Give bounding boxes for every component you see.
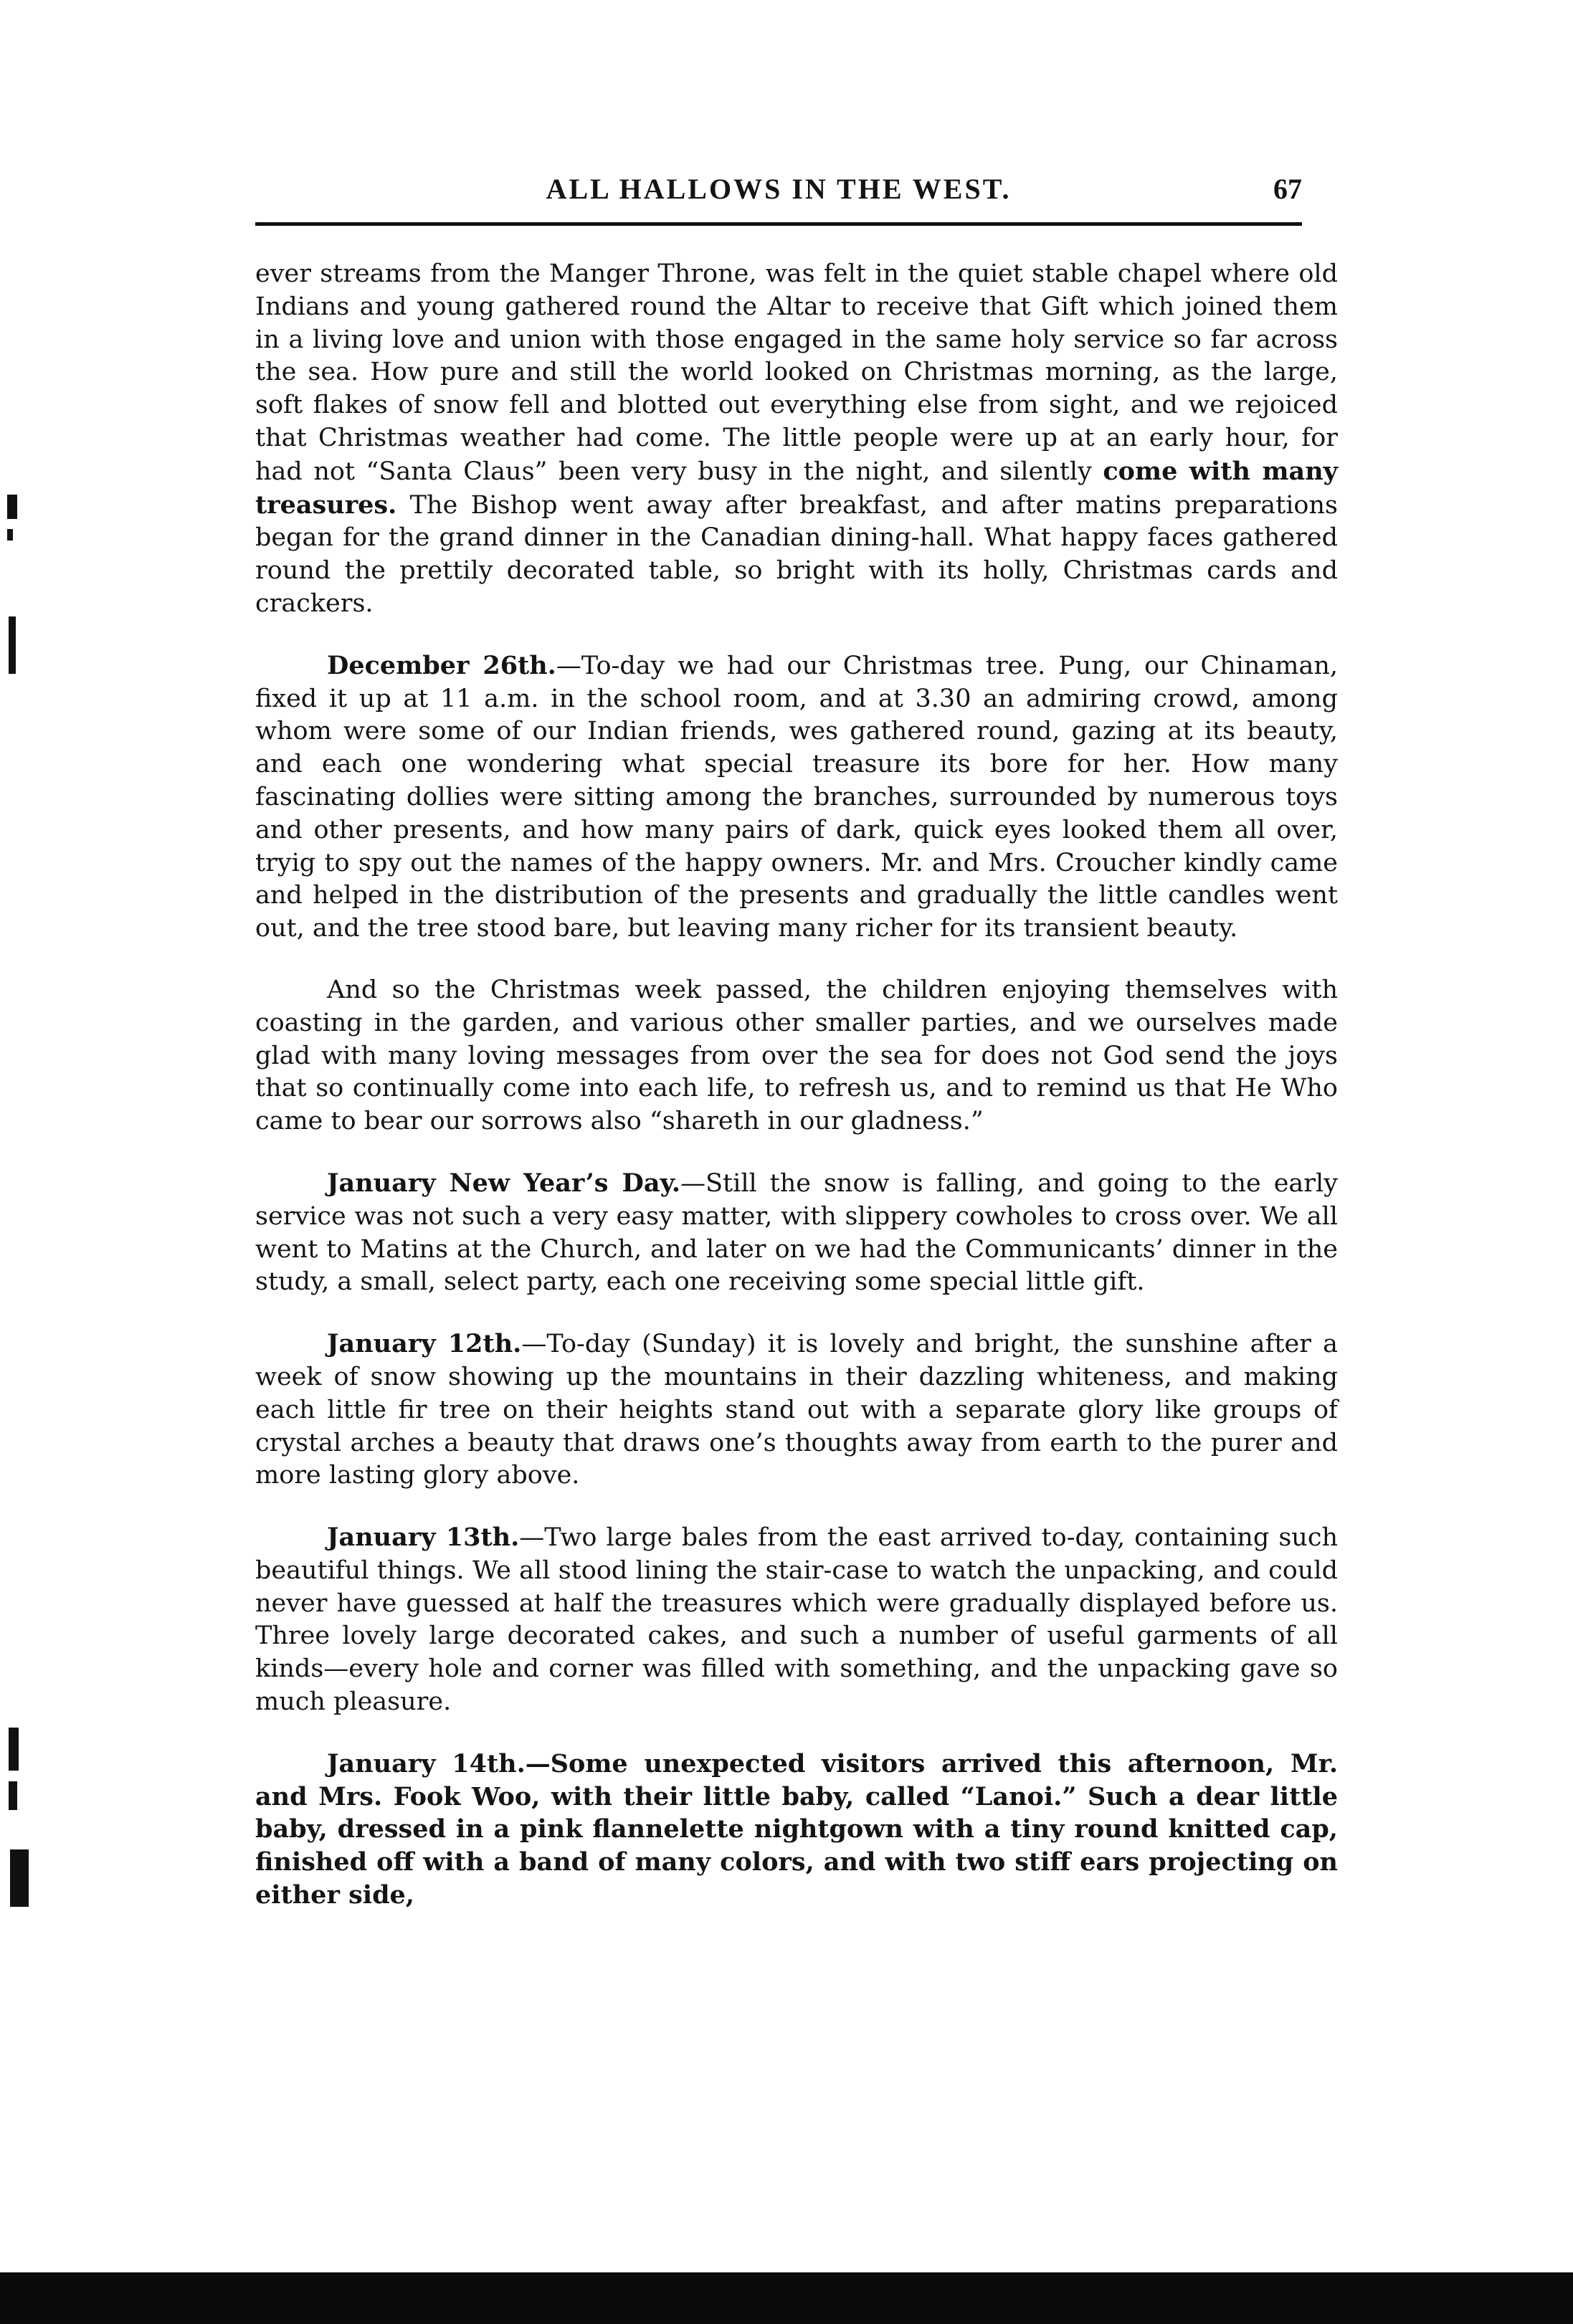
date-heading: January New Year’s Day. — [327, 1168, 681, 1198]
paragraph-new-years-day — [255, 1167, 1338, 1299]
paragraph-text: —Two large bales from the east arrived to-day, containing such beautiful things. We all stood lining the stair-case to watch the unpacking, and could never have guessed at half the treasures which were gradually displayed before us. Three lovely large decorated cakes, and such a number of useful garments of all kinds—every hole and corner was filled with something, and the unpacking gave so much pleasure. — [255, 1523, 1338, 1717]
paragraph-text: And so the Christmas week passed, the children enjoying themselves with coasting in the garden, and various other smaller parties, and we ourselves made glad with many loving messages from over the sea for does not God send the joys that so continually come into each life, to refresh us, and to remind us that He Who came to bear our sorrows also “shareth in our gladness.” — [255, 975, 1338, 1136]
paragraph-january-13 — [255, 1521, 1338, 1719]
emphasis-text: come with many treasures. — [255, 456, 1338, 520]
paragraph-text: —To-day we had our Christmas tree. Pung, our Chinaman, fixed it up at 11 a.m. in the school room, and at 3.30 an admiring crowd, among whom were some of our Indian friends, wes gathered round, gazing at its beauty, and each one wondering what special treasure its bore for her. How many fascinating dollies were sitting among the branches, surrounded by numerous toys and other presents, and how many pairs of dark, quick eyes looked them all over, tryig to spy out the names of the happy owners. Mr. and Mrs. Croucher kindly came and helped in the distribution of the presents and gradually the little candles went out, and the tree stood bare, but leaving many richer for its transient beauty. — [255, 651, 1338, 943]
date-heading: January 12th. — [327, 1329, 522, 1359]
paragraph-january-12 — [255, 1328, 1338, 1492]
margin-mark — [10, 1849, 29, 1907]
margin-mark — [9, 1728, 19, 1771]
running-title: ALL HALLOWS IN THE WEST. — [546, 173, 1012, 205]
margin-scan-marks — [0, 0, 57, 2324]
page-header — [255, 172, 1302, 215]
margin-mark — [9, 1781, 17, 1810]
body-text — [255, 258, 1338, 1940]
paragraph-text: —To-day (Sunday) it is lovely and bright, the sunshine after a week of snow showing up the mountains in their dazzling whiteness, and making each little fir tree on their heights stand out with a separate glory like groups of crystal arches a beauty that draws one’s thoughts away from earth to the purer and more lasting glory above. — [255, 1330, 1338, 1490]
margin-mark — [7, 529, 13, 540]
paragraph-december-26 — [255, 649, 1338, 946]
paragraph-text: The Bishop went away after breakfast, and after matins preparations began for the grand dinner in the Canadian dining-hall. What happy faces gathered round the prettily decorated table, so bright with its holly, Christmas cards and crackers. — [255, 490, 1338, 618]
scan-bottom-border — [0, 2272, 1573, 2324]
paragraph-text: —Some unexpected visitors arrived this afternoon, Mr. and Mrs. Fook Woo, with their little baby, called “Lanoi.” Such a dear little baby, dressed in a pink flannelette nightgown with a tiny round knitted cap, finished off with a band of many colors, and with two stiff ears projecting on either side, — [255, 1748, 1339, 1910]
margin-mark — [9, 616, 16, 674]
date-heading: January 14th. — [327, 1748, 526, 1778]
paragraph-christmas-day — [255, 258, 1338, 621]
paragraph-text: ever streams from the Manger Throne, was felt in the quiet stable chapel where old Indians and young gathered round the Altar to receive that Gift which joined them in a living love and union with those engaged in the same holy service so far across the sea. How pure and still the world looked on Christmas morning, as the large, soft flakes of snow fell and blotted out everything else from sight, and we rejoiced that Christmas weather had come. The little people were up at an early hour, for had not “Santa Claus” been very busy in the night, and silently — [255, 259, 1338, 486]
header-rule — [255, 222, 1302, 226]
date-heading: January 13th. — [327, 1523, 520, 1553]
paragraph-january-14 — [255, 1748, 1338, 1912]
margin-mark — [7, 495, 17, 519]
page-number: 67 — [1273, 173, 1302, 205]
date-heading: December 26th. — [327, 650, 556, 680]
paragraph-christmas-week — [255, 974, 1338, 1138]
paragraph-text: —Still the snow is falling, and going to the early service was not such a very easy matter, with slippery cowholes to cross over. We all went to Matins at the Church, and later on we had the Communicants’ dinner in the study, a small, select party, each one receiving some special little gift. — [255, 1168, 1338, 1297]
